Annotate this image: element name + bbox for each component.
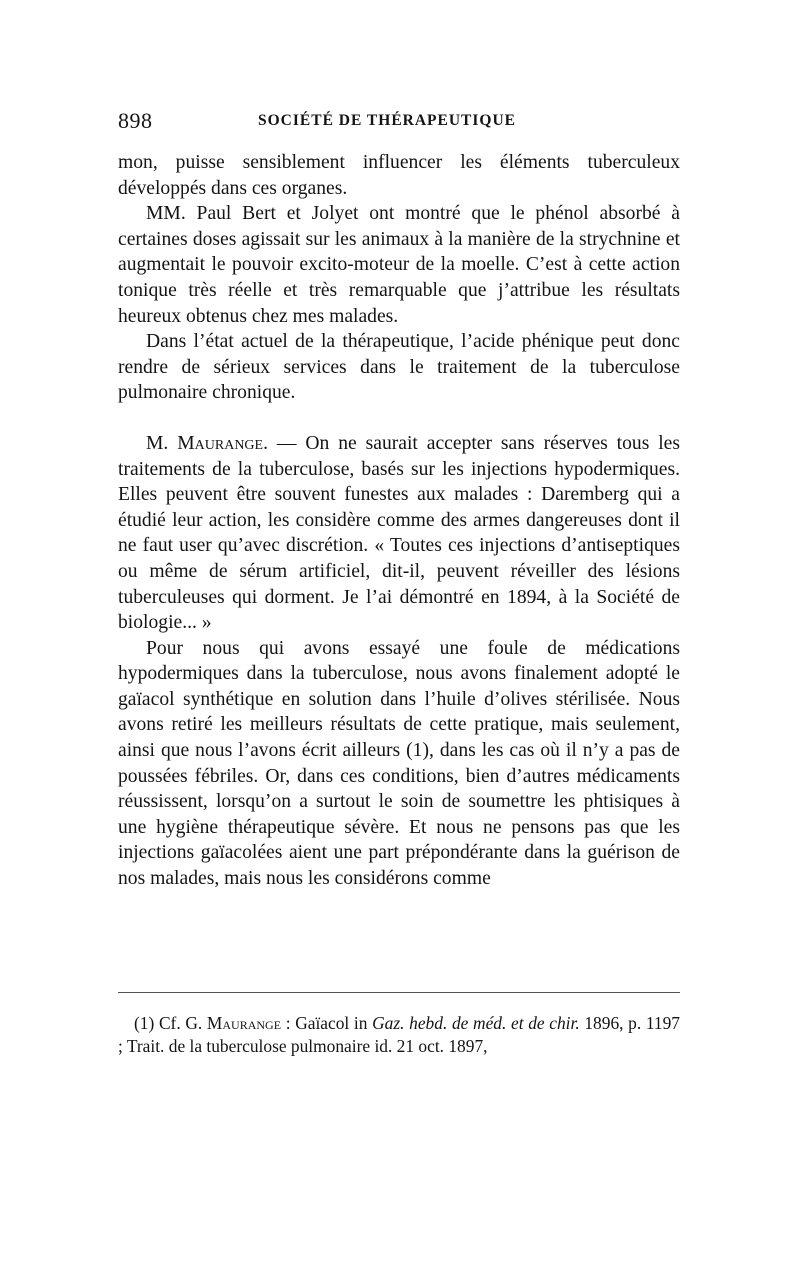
footnote-1 — [118, 1012, 680, 1057]
page-number: 898 — [118, 108, 153, 133]
paragraph-continuation: mon, puisse sensiblement influencer les éléments tuberculeux développés dans ces organes. — [118, 152, 680, 199]
page-header — [118, 108, 680, 144]
paragraph-conclusion: Dans l’état actuel de la thérapeutique, l’acide phénique peut donc rendre de sérieux services dans le traitement de la tuberculose pulmonaire chronique. — [118, 331, 680, 404]
speaker-name: M. Maurange. — [146, 432, 268, 454]
footnotes — [118, 1012, 680, 1057]
footnote-journal: Gaz. hebd. de méd. et de chir. — [372, 1013, 580, 1033]
main-text — [118, 150, 680, 892]
footnote-title: : Gaïacol in — [281, 1013, 373, 1033]
paragraph-gaiacol-text-b: , dans les cas où il n’y a pas de poussées fébriles. Or, dans ces conditions, bien d’autres médicaments réussissent, lorsqu’on a surtout le soin de soumettre les phtisiques à une hygiène thérapeutique sévère. Et nous ne pensons pas que les injections gaïacolées aient une part prépondérante dans la guérison de nos malades, mais nous les considérons comme — [118, 740, 680, 890]
speaker-text: — On ne saurait accepter sans réserves tous les traitements de la tuberculose, basés sur les injections hypodermiques. Elles peuvent être souvent funestes aux malades : Daremberg qui a étudié leur action, les considère comme des armes dangereuses dont il ne faut user qu’avec discrétion. « Toutes ces injections d’antiseptiques ou même de sérum artificiel, dit-il, peuvent réveiller des lésions tuberculeuses qui dorment. Je l’ai démontré en 1894, à la Société de biologie... » — [118, 432, 680, 634]
running-head: SOCIÉTÉ DE THÉRAPEUTIQUE — [258, 112, 516, 129]
footnote-marker: (1) — [134, 1013, 155, 1033]
paragraph-maurange — [118, 431, 680, 636]
footnote-author: Maurange — [206, 1013, 282, 1033]
footnote-divider — [118, 992, 680, 993]
footnote-rest: 1896, p. 1197 ; Trait. de la tuberculose pulmonaire id. 21 oct. 1897, — [118, 1013, 680, 1056]
footnote-prefix: Cf. G. — [154, 1013, 207, 1033]
paragraph-gaiacol-text-a: Pour nous qui avons essayé une foule de médications hypodermiques dans la tuberculose, nous avons finalement adopté le gaïacol synthétique en solution dans l’huile d’olives stérilisée. Nous avons retiré les meilleurs résultats de cette pratique, mais seulement, ainsi que nous l’avons écrit ailleurs — [118, 637, 680, 762]
paragraph-gaiacol — [118, 636, 680, 892]
footnote-reference: (1) — [406, 740, 429, 762]
paragraph-bert-jolyet: MM. Paul Bert et Jolyet ont montré que le phénol absorbé à certaines doses agissait sur les animaux à la manière de la strychnine et augmentait le pouvoir excito-moteur de la moelle. C’est à cette action tonique très réelle et très remarquable que j’attribue les résultats heureux obtenus chez mes malades. — [118, 203, 680, 327]
